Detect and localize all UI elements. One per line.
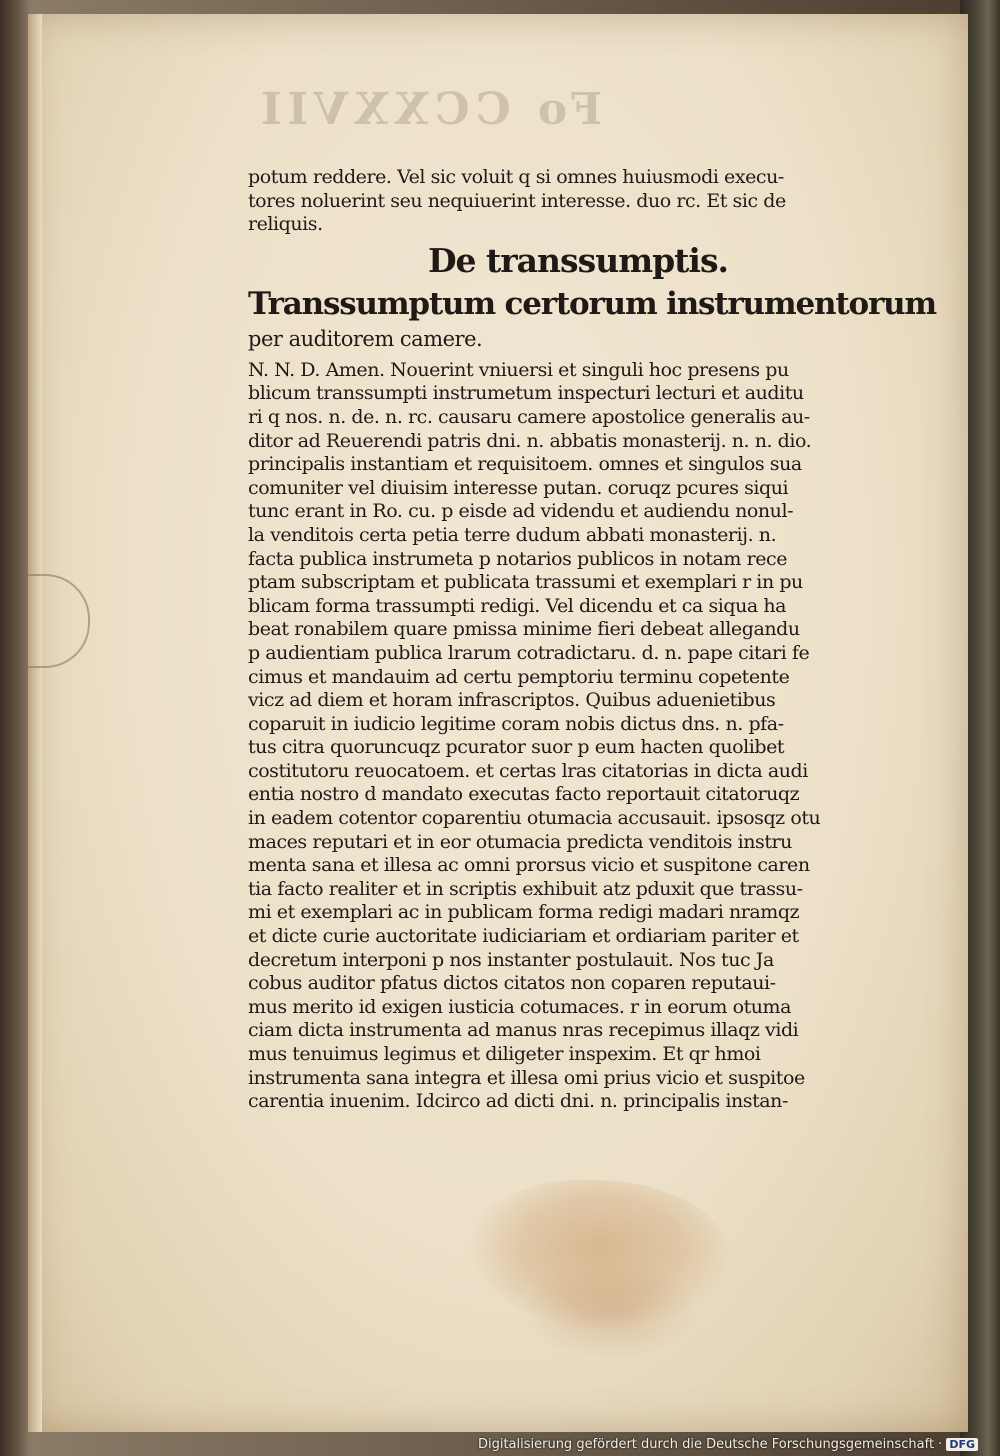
text-line: menta sana et illesa ac omni prorsus vicio et suspitone caren	[248, 854, 810, 877]
text-line: facta publica instrumeta p notarios publicos in notam rece	[248, 547, 787, 570]
text-line: beat ronabilem quare pmissa minime fieri debeat allegandu	[248, 618, 800, 641]
text-line: entia nostro d mandato executas facto reportauit citatoruqz	[248, 783, 800, 806]
page-gutter	[28, 14, 42, 1432]
text-line: decretum interponi p nos instanter postulauit. Nos tuc Ja	[248, 948, 774, 971]
text-line: cimus et mandauim ad certu pemptoriu terminu copetente	[248, 665, 790, 688]
text-line: comuniter vel diuisim interesse putan. coruqz pcures siqui	[248, 476, 789, 499]
text-line: et dicte curie auctoritate iudiciariam et ordiariam pariter et	[248, 925, 799, 948]
page-clip-impression	[28, 574, 90, 668]
body-paragraph	[248, 359, 848, 1114]
text-line: carentia inuenim. Idcirco ad dicti dni. n. principalis instan-	[248, 1090, 788, 1113]
text-line: tores noluerint seu nequiuerint interesse. duo rc. Et sic de	[248, 189, 786, 212]
text-line: la venditois certa petia terre dudum abbati monasterij. n.	[248, 523, 777, 546]
text-line: blicum transsumpti instrumetum inspecturi lecturi et auditu	[248, 382, 804, 405]
dfg-logo: DFG	[946, 1438, 978, 1451]
text-line: ptam subscriptam et publicata trassumi et exemplari r in pu	[248, 571, 803, 594]
text-line: ciam dicta instrumenta ad manus nras recepimus illaqz vidi	[248, 1019, 799, 1042]
text-line: blicam forma trassumpti redigi. Vel dicendu et ca siqua ha	[248, 594, 786, 617]
digitization-credit	[478, 1437, 978, 1452]
text-line: N. N. D. Amen. Nouerint vniuersi et singuli hoc presens pu	[248, 358, 789, 381]
text-line: reliquis.	[248, 213, 323, 236]
show-through-folio-number: Fo CCXXVII	[255, 84, 603, 135]
text-line: ditor ad Reuerendi patris dni. n. abbatis monasterij. n. n. dio.	[248, 429, 812, 452]
text-line: mus merito id exigen iusticia cotumaces. r in eorum otuma	[248, 995, 791, 1018]
credit-text: Digitalisierung gefördert durch die Deutsche Forschungsgemeinschaft ·	[477, 1437, 943, 1452]
text-line: costitutoru reuocatoem. et certas lras citatorias in dicta audi	[248, 759, 808, 782]
text-line: ri q nos. n. de. n. rc. causaru camere apostolice generalis au-	[248, 405, 810, 428]
text-line: coparuit in iudicio legitime coram nobis dictus dns. n. pfa-	[248, 712, 784, 735]
text-line: tus citra quoruncuqz pcurator suor p eum hacten quolibet	[248, 736, 785, 759]
text-line: mus tenuimus legimus et diligeter inspexim. Et qr hmoi	[248, 1043, 761, 1065]
text-line: p audientiam publica lrarum cotradictaru. d. n. pape citari fe	[248, 641, 810, 664]
text-line: tunc erant in Ro. cu. p eisde ad videndu et audiendu nonul-	[248, 500, 794, 523]
section-heading: De transsumptis.	[427, 240, 729, 280]
text-line: vicz ad diem et horam infrascriptos. Quibus aduenietibus	[248, 689, 776, 712]
text-line: cobus auditor pfatus dictos citatos non coparen reputaui-	[248, 972, 776, 995]
document-subtitle: per auditorem camere.	[248, 326, 483, 351]
text-line: principalis instantiam et requisitoem. omnes et singulos sua	[248, 453, 802, 476]
text-line: potum reddere. Vel sic voluit q si omnes huiusmodi execu-	[248, 166, 784, 188]
text-line: in eadem cotentor coparentiu otumacia accusauit. ipsosqz otu	[248, 807, 821, 830]
text-line: tia facto realiter et in scriptis exhibuit atz pduxit que trassu-	[248, 877, 803, 900]
intro-paragraph	[248, 166, 848, 237]
document-title: Transsumptum certorum instrumentorum	[248, 285, 937, 322]
water-stain-secondary	[520, 1260, 700, 1360]
text-line: instrumenta sana integra et illesa omi prius vicio et suspitoe	[248, 1066, 805, 1089]
main-text-block	[248, 166, 937, 1114]
text-line: maces reputari et in eor otumacia predicta venditois instru	[248, 830, 792, 853]
text-line: mi et exemplari ac in publicam forma redigi madari nramqz	[248, 901, 800, 924]
